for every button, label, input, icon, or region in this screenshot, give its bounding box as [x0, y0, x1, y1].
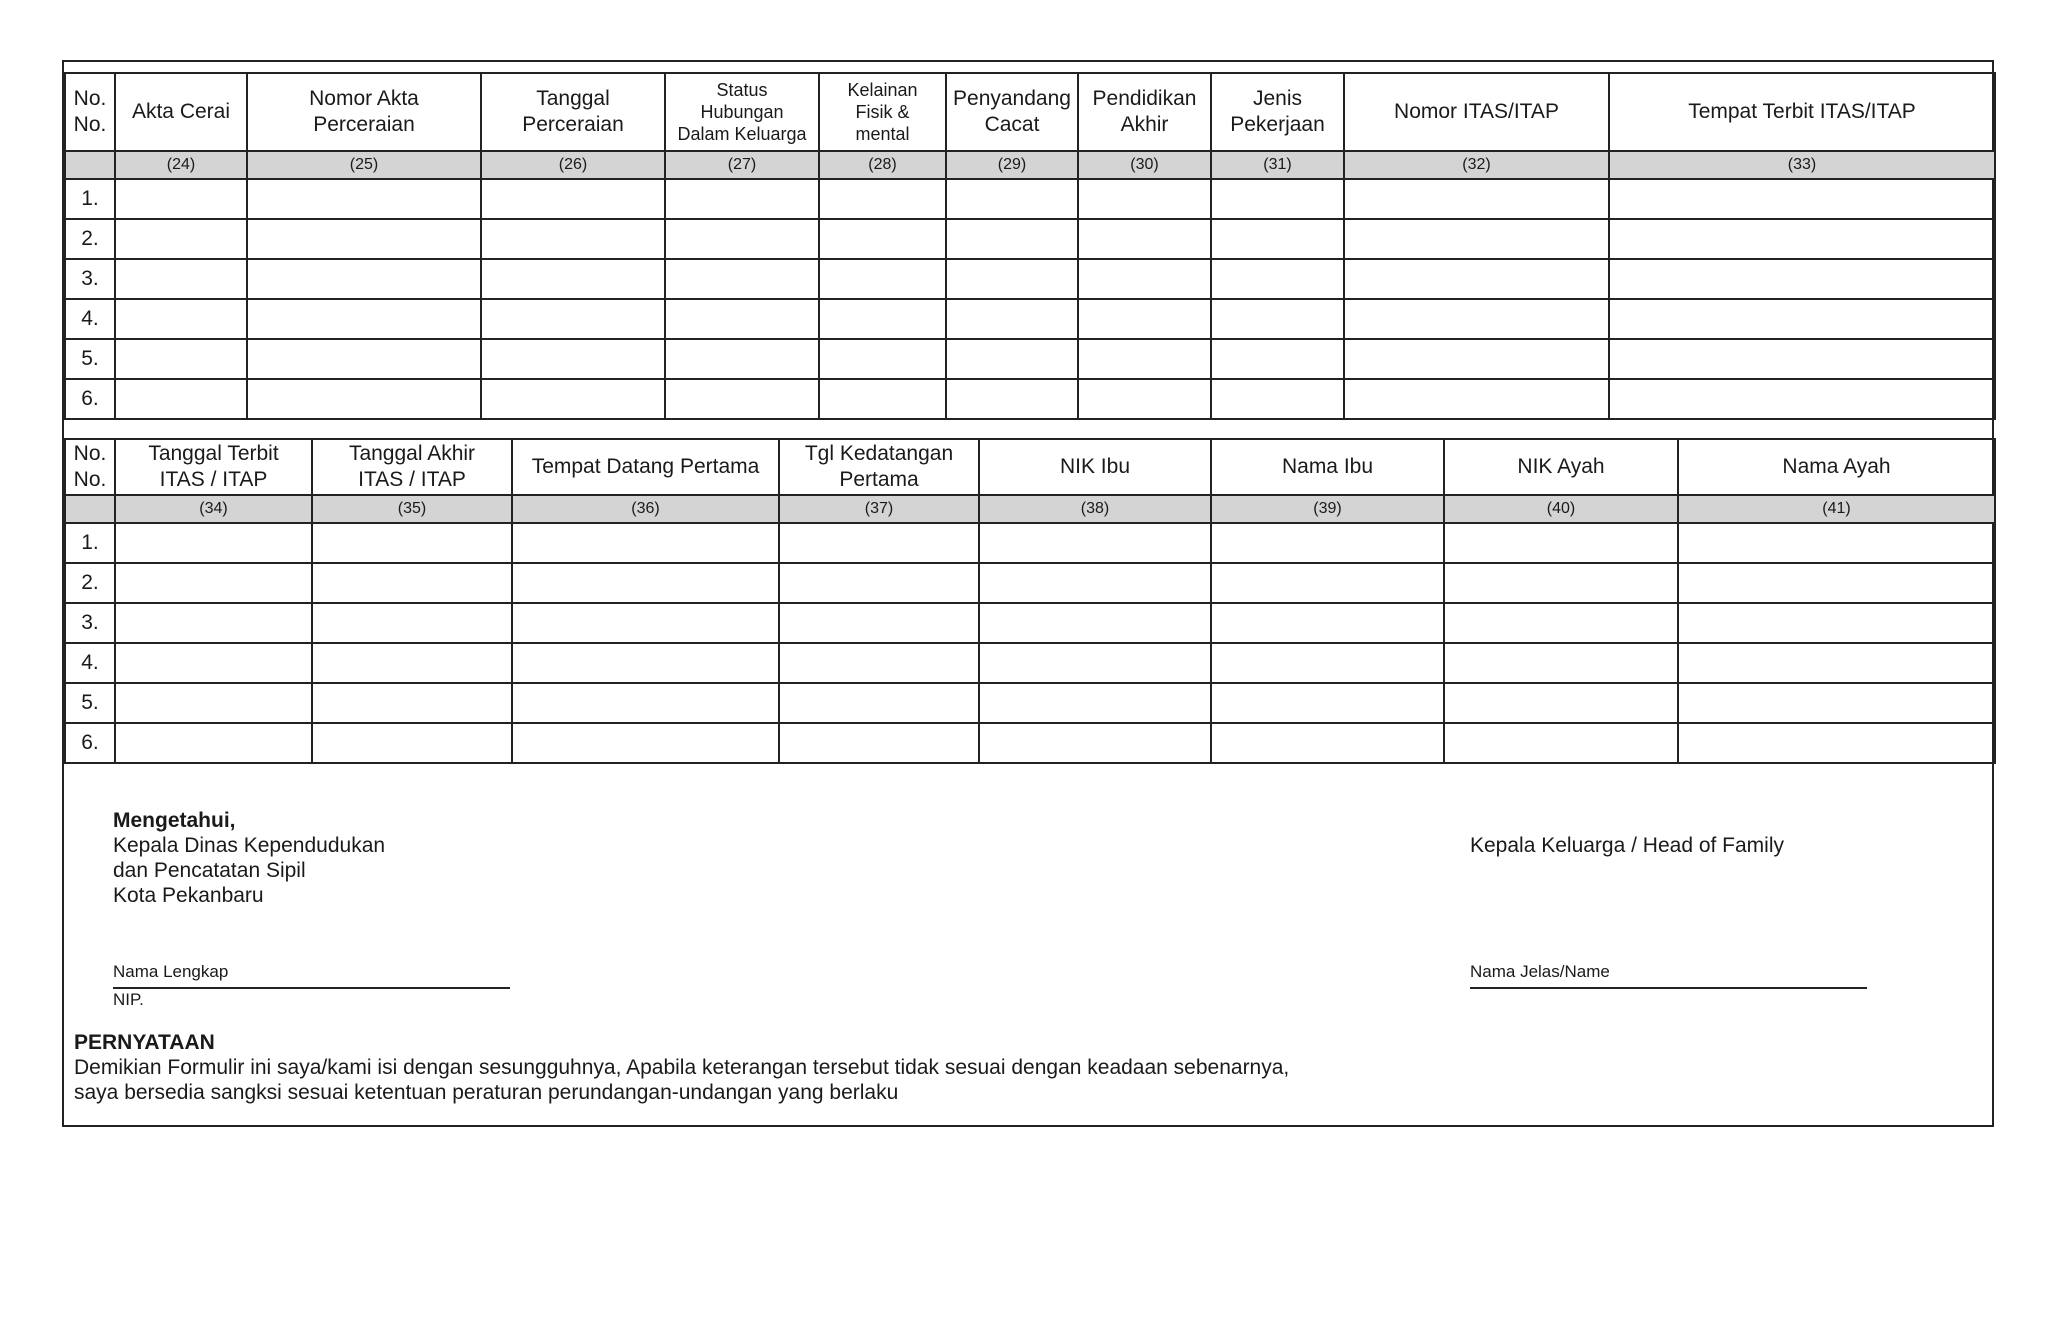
table-row [65, 683, 1995, 723]
column-header: NIK Ibu [979, 439, 1211, 495]
entry-cell[interactable] [1678, 643, 1995, 683]
entry-cell[interactable] [115, 643, 312, 683]
column-number: (38) [979, 495, 1211, 523]
table-row [65, 523, 1995, 563]
column-number [65, 495, 115, 523]
entry-cell[interactable] [946, 259, 1078, 299]
column-header: Kelainan Fisik & mental [819, 73, 946, 151]
entry-cell[interactable] [665, 179, 819, 219]
entry-cell[interactable] [512, 643, 779, 683]
statement-line-1: Demikian Formulir ini saya/kami isi dengan sesungguhnya, Apabila keterangan tersebut tidak sesuai dengan keadaan sebenarnya, [74, 1056, 1290, 1079]
entry-cell[interactable] [312, 683, 512, 723]
entry-cell[interactable] [1211, 339, 1344, 379]
entry-cell[interactable] [1678, 683, 1995, 723]
column-number: (34) [115, 495, 312, 523]
entry-cell[interactable] [115, 523, 312, 563]
column-number: (24) [115, 151, 247, 179]
acknowledged-heading: Mengetahui, [113, 809, 236, 832]
column-header: Jenis Pekerjaan [1211, 73, 1344, 151]
entry-cell[interactable] [115, 179, 247, 219]
entry-cell[interactable] [115, 339, 247, 379]
column-number: (31) [1211, 151, 1344, 179]
column-number: (39) [1211, 495, 1444, 523]
column-number: (25) [247, 151, 481, 179]
entry-cell[interactable] [481, 219, 665, 259]
entry-cell[interactable] [1344, 179, 1609, 219]
entry-cell[interactable] [1078, 379, 1211, 419]
entry-cell[interactable] [115, 259, 247, 299]
office-line-2: dan Pencatatan Sipil [113, 859, 306, 882]
head-of-family-heading: Kepala Keluarga / Head of Family [1470, 834, 1785, 857]
column-number: (37) [779, 495, 979, 523]
column-number: (35) [312, 495, 512, 523]
entry-cell[interactable] [1609, 379, 1995, 419]
table-row [65, 603, 1995, 643]
table-row [65, 179, 1995, 219]
entry-cell[interactable] [312, 723, 512, 763]
entry-cell[interactable] [779, 603, 979, 643]
column-number: (40) [1444, 495, 1678, 523]
office-line-3: Kota Pekanbaru [113, 884, 264, 907]
entry-cell[interactable] [1444, 523, 1678, 563]
entry-cell[interactable] [946, 379, 1078, 419]
column-header: NIK Ayah [1444, 439, 1678, 495]
entry-cell[interactable] [779, 643, 979, 683]
entry-cell[interactable] [979, 643, 1211, 683]
entry-cell[interactable] [779, 683, 979, 723]
entry-cell[interactable] [512, 683, 779, 723]
entry-cell[interactable] [1678, 563, 1995, 603]
entry-cell[interactable] [946, 339, 1078, 379]
entry-cell[interactable] [115, 379, 247, 419]
entry-cell[interactable] [1609, 219, 1995, 259]
entry-cell[interactable] [1444, 683, 1678, 723]
entry-cell[interactable] [665, 259, 819, 299]
column-header: Status Hubungan Dalam Keluarga [665, 73, 819, 151]
entry-cell[interactable] [1444, 723, 1678, 763]
row-number: 3. [65, 603, 115, 643]
entry-cell[interactable] [312, 523, 512, 563]
entry-cell[interactable] [819, 299, 946, 339]
row-number: 2. [65, 219, 115, 259]
entry-cell[interactable] [946, 219, 1078, 259]
entry-cell[interactable] [819, 219, 946, 259]
entry-cell[interactable] [979, 523, 1211, 563]
left-signature-line [113, 987, 510, 989]
column-header: Nama Ibu [1211, 439, 1444, 495]
entry-cell[interactable] [247, 379, 481, 419]
entry-cell[interactable] [481, 379, 665, 419]
entry-cell[interactable] [946, 179, 1078, 219]
entry-cell[interactable] [247, 179, 481, 219]
table-header-row [65, 439, 1995, 495]
column-header: Tempat Datang Pertama [512, 439, 779, 495]
entry-cell[interactable] [1609, 339, 1995, 379]
left-signature-block [113, 808, 385, 908]
entry-cell[interactable] [481, 259, 665, 299]
entry-cell[interactable] [512, 523, 779, 563]
entry-cell[interactable] [1078, 179, 1211, 219]
row-number: 6. [65, 379, 115, 419]
entry-cell[interactable] [979, 563, 1211, 603]
entry-cell[interactable] [1344, 219, 1609, 259]
entry-cell[interactable] [779, 723, 979, 763]
column-header: Nomor ITAS/ITAP [1344, 73, 1609, 151]
column-header: Penyandang Cacat [946, 73, 1078, 151]
table-row [65, 379, 1995, 419]
entry-cell[interactable] [1444, 603, 1678, 643]
entry-cell[interactable] [115, 683, 312, 723]
column-header: Tgl Kedatangan Pertama [779, 439, 979, 495]
column-number: (32) [1344, 151, 1609, 179]
column-number: (33) [1609, 151, 1995, 179]
entry-cell[interactable] [1344, 259, 1609, 299]
clear-name-label: Nama Jelas/Name [1470, 962, 1610, 981]
entry-cell[interactable] [481, 339, 665, 379]
column-number: (29) [946, 151, 1078, 179]
entry-cell[interactable] [312, 563, 512, 603]
entry-cell[interactable] [979, 723, 1211, 763]
entry-cell[interactable] [115, 723, 312, 763]
row-number: 1. [65, 523, 115, 563]
entry-cell[interactable] [819, 339, 946, 379]
column-header: Tanggal Perceraian [481, 73, 665, 151]
column-number: (30) [1078, 151, 1211, 179]
entry-cell[interactable] [1344, 339, 1609, 379]
entry-cell[interactable] [115, 563, 312, 603]
entry-cell[interactable] [819, 179, 946, 219]
row-number: 5. [65, 683, 115, 723]
table-row [65, 259, 1995, 299]
entry-cell[interactable] [665, 379, 819, 419]
column-number-row [65, 495, 1995, 523]
entry-cell[interactable] [247, 299, 481, 339]
table-row [65, 643, 1995, 683]
entry-cell[interactable] [979, 603, 1211, 643]
row-number: 4. [65, 643, 115, 683]
column-header: Tanggal Terbit ITAS / ITAP [115, 439, 312, 495]
table-header-row [65, 73, 1995, 151]
row-number: 3. [65, 259, 115, 299]
entry-cell[interactable] [979, 683, 1211, 723]
column-number [65, 151, 115, 179]
entry-cell[interactable] [512, 603, 779, 643]
column-number: (28) [819, 151, 946, 179]
entry-cell[interactable] [1211, 379, 1344, 419]
office-line-1: Kepala Dinas Kependudukan [113, 834, 386, 857]
entry-cell[interactable] [1609, 179, 1995, 219]
entry-cell[interactable] [1211, 683, 1444, 723]
entry-cell[interactable] [247, 339, 481, 379]
column-number: (41) [1678, 495, 1995, 523]
column-header: Tanggal Akhir ITAS / ITAP [312, 439, 512, 495]
column-header: No. No. [65, 73, 115, 151]
column-header: Nomor Akta Perceraian [247, 73, 481, 151]
entry-cell[interactable] [512, 723, 779, 763]
entry-cell[interactable] [819, 259, 946, 299]
column-header: Nama Ayah [1678, 439, 1995, 495]
entry-cell[interactable] [247, 259, 481, 299]
entry-cell[interactable] [1211, 723, 1444, 763]
statement-block [74, 1030, 1289, 1105]
entry-cell[interactable] [1609, 259, 1995, 299]
table-row [65, 219, 1995, 259]
entry-cell[interactable] [1211, 523, 1444, 563]
row-number: 2. [65, 563, 115, 603]
entry-cell[interactable] [1078, 339, 1211, 379]
table-row [65, 299, 1995, 339]
entry-cell[interactable] [115, 219, 247, 259]
entry-cell[interactable] [115, 299, 247, 339]
column-header: Pendidikan Akhir [1078, 73, 1211, 151]
entry-cell[interactable] [1344, 299, 1609, 339]
entry-cell[interactable] [1444, 563, 1678, 603]
statement-title: PERNYATAAN [74, 1031, 215, 1054]
family-data-table-part-2 [64, 438, 1996, 764]
column-number: (36) [512, 495, 779, 523]
right-signature-line [1470, 987, 1867, 989]
entry-cell[interactable] [1344, 379, 1609, 419]
column-number: (27) [665, 151, 819, 179]
statement-line-2: saya bersedia sangksi sesuai ketentuan peraturan perundangan-undangan yang berlaku [74, 1081, 899, 1104]
column-header: No. No. [65, 439, 115, 495]
table-row [65, 723, 1995, 763]
entry-cell[interactable] [1211, 299, 1344, 339]
row-number: 6. [65, 723, 115, 763]
entry-cell[interactable] [1211, 563, 1444, 603]
entry-cell[interactable] [312, 643, 512, 683]
entry-cell[interactable] [1211, 603, 1444, 643]
entry-cell[interactable] [946, 299, 1078, 339]
entry-cell[interactable] [481, 299, 665, 339]
entry-cell[interactable] [1211, 179, 1344, 219]
entry-cell[interactable] [1211, 259, 1344, 299]
entry-cell[interactable] [312, 603, 512, 643]
entry-cell[interactable] [779, 523, 979, 563]
entry-cell[interactable] [1444, 643, 1678, 683]
entry-cell[interactable] [665, 219, 819, 259]
table-row [65, 339, 1995, 379]
entry-cell[interactable] [819, 379, 946, 419]
row-number: 1. [65, 179, 115, 219]
entry-cell[interactable] [512, 563, 779, 603]
entry-cell[interactable] [1211, 643, 1444, 683]
full-name-label: Nama Lengkap [113, 962, 229, 981]
entry-cell[interactable] [779, 563, 979, 603]
entry-cell[interactable] [665, 299, 819, 339]
entry-cell[interactable] [115, 603, 312, 643]
column-number-row [65, 151, 1995, 179]
column-number: (26) [481, 151, 665, 179]
entry-cell[interactable] [481, 179, 665, 219]
column-header: Akta Cerai [115, 73, 247, 151]
column-header: Tempat Terbit ITAS/ITAP [1609, 73, 1995, 151]
entry-cell[interactable] [665, 339, 819, 379]
entry-cell[interactable] [1211, 219, 1344, 259]
entry-cell[interactable] [1678, 723, 1995, 763]
entry-cell[interactable] [1078, 219, 1211, 259]
entry-cell[interactable] [1078, 299, 1211, 339]
entry-cell[interactable] [1678, 603, 1995, 643]
row-number: 4. [65, 299, 115, 339]
family-data-table-part-1 [64, 72, 1996, 420]
nip-label: NIP. [113, 990, 144, 1009]
row-number: 5. [65, 339, 115, 379]
entry-cell[interactable] [247, 219, 481, 259]
entry-cell[interactable] [1678, 523, 1995, 563]
table-row [65, 563, 1995, 603]
entry-cell[interactable] [1078, 259, 1211, 299]
entry-cell[interactable] [1609, 299, 1995, 339]
form-sheet [62, 60, 1994, 1127]
